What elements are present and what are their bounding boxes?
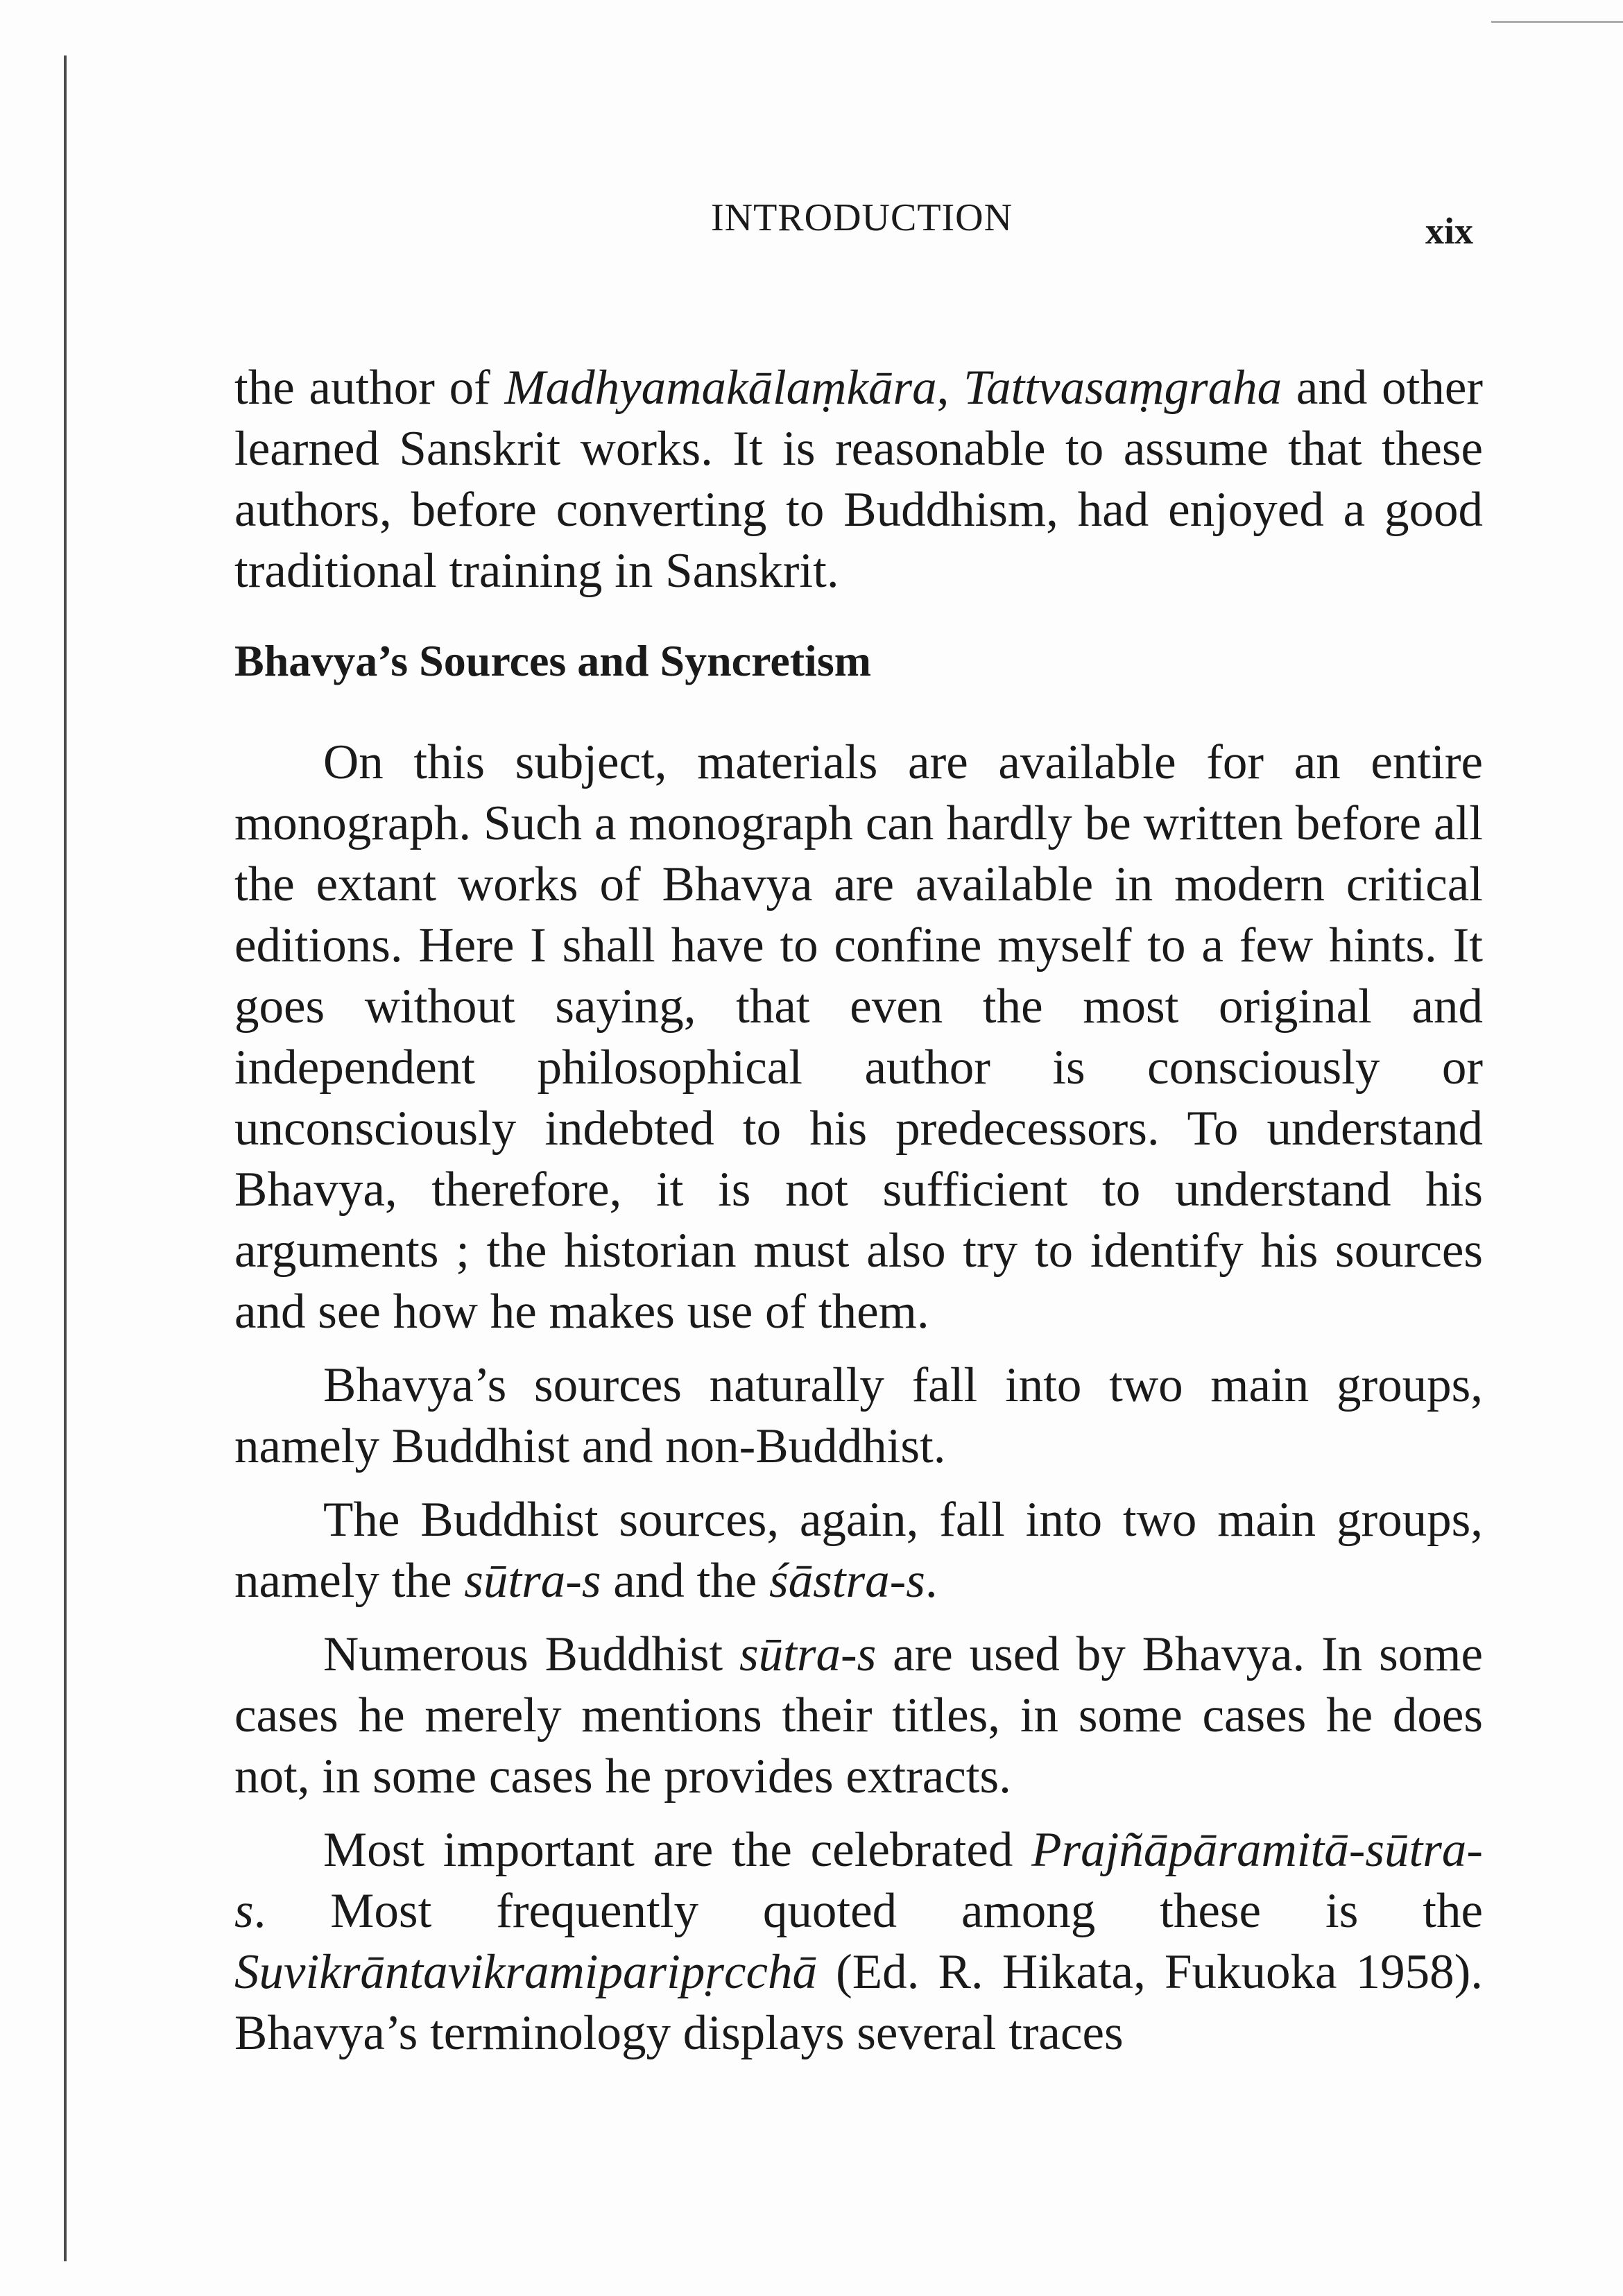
text-run: the author of (234, 361, 505, 415)
page-header (0, 196, 1623, 252)
paragraph-buddhist-sources (234, 1489, 1483, 1611)
title-suvikrantavikramipariprccha: Suvikrāntavikramiparipṛcchā (234, 1945, 818, 1999)
text-run: and the (601, 1554, 769, 1608)
corner-rule-line (1491, 21, 1623, 23)
page-edge-shadow (64, 55, 67, 2261)
paragraph-sutra-usage (234, 1624, 1483, 1807)
text-run: The Buddhist sources, again, fall into two main groups, namely the (234, 1493, 1483, 1608)
text-run: . (925, 1554, 938, 1608)
page-number: xix (1425, 210, 1474, 252)
text-run: and other learned Sanskrit works. It is reasonable to assume that these authors, before converting to Buddhism, had enjoyed a good traditional training in Sanskrit. (234, 361, 1483, 598)
paragraph-continuation (234, 357, 1483, 601)
title-madhyamakalamkara: Madhyamakālaṃkāra (504, 361, 937, 415)
text-run: are used by Bhavya. In some cases he merely mentions their titles, in some cases he does not, in some cases he provides extracts. (234, 1627, 1483, 1804)
text-run: . Most frequently quoted among these is the (253, 1884, 1483, 1938)
title-prajnaparamita-sutra-s: Prajñāpāramitā-sūtra-s (234, 1823, 1483, 1938)
paragraph-sources-intro: On this subject, materials are available for an entire monograph. Such a monograph can hardly be written before all the extant works of Bhavya are available in modern critical editions. Here I shall have to confine myself to a few hints. It goes without saying, that even the most original and independent philosophical author is consciously or unconsciously indebted to his predecessors. To understand Bhavya, therefore, it is not sufficient to understand his arguments ; the historian must also try to identify his sources and see how he makes use of them. (234, 735, 1483, 1339)
term-sastra-s: śāstra-s (769, 1554, 925, 1608)
text-run: (Ed. R. Hikata, Fukuoka 1958). Bhavya’s terminology displays several traces (234, 1945, 1483, 2060)
running-head: INTRODUCTION (711, 196, 1013, 239)
text-run: Numerous Buddhist (323, 1627, 739, 1681)
term-sutra-s: sūtra-s (464, 1554, 601, 1608)
paragraph-source-groups: Bhavya’s sources naturally fall into two main groups, namely Buddhist and non-Buddhist. (234, 1358, 1483, 1473)
title-tattvasamgraha: Tattvasaṃgraha (963, 361, 1282, 415)
text-run: , (936, 361, 964, 415)
body-text (234, 357, 1483, 2064)
term-sutra-s: sūtra-s (739, 1627, 877, 1681)
section-heading: Bhavya’s Sources and Syncretism (234, 636, 872, 685)
paragraph-prajnaparamita (234, 1819, 1483, 2064)
text-run: Most important are the celebrated (323, 1823, 1032, 1877)
